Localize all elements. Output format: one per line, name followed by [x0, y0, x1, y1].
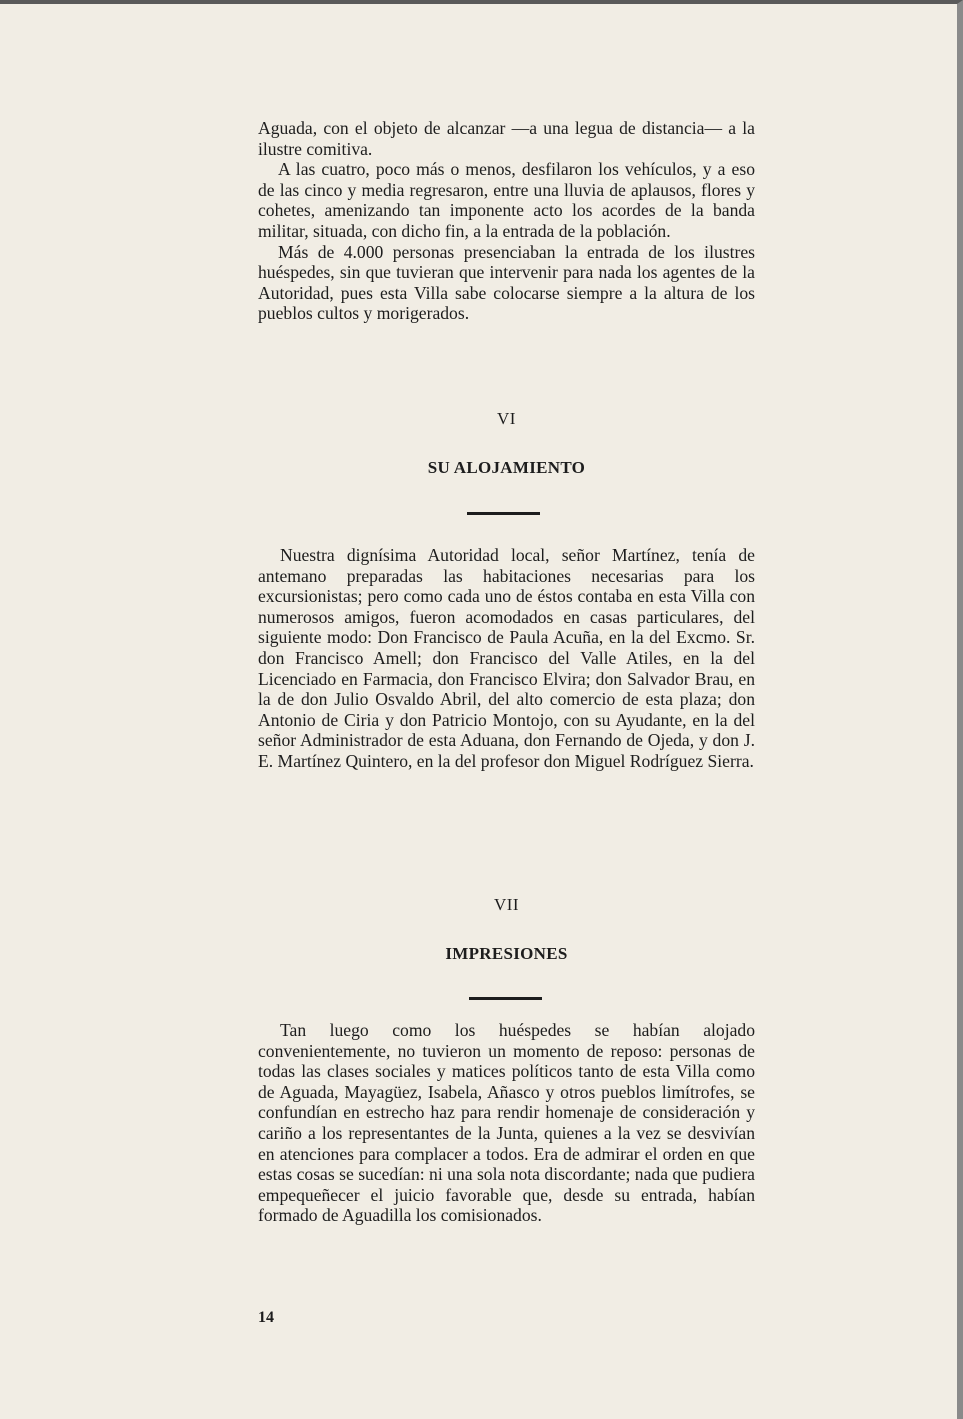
alojamiento-text-block: [258, 545, 755, 772]
alojamiento-paragraph: Nuestra dignísima Autoridad local, señor Martínez, tenía de antemano preparadas las habitaciones necesarias para los excursionistas; pero como cada uno de éstos contaba en esta Villa con numerosos amigos, fueron acomodados en casas particulares, del siguiente modo: Don Francisco de Paula Acuña, en la del Excmo. Sr. don Francisco Amell; don Francisco del Valle Atiles, en la del Licenciado en Farmacia, don Francisco Elvira; don Salvador Brau, en la de don Julio Osvaldo Abril, del alto comercio de esta plaza; don Antonio de Ciria y don Patricio Montojo, con su Ayudante, en la del señor Administrador de esta Aduana, don Fernando de Ojeda, y don J. E. Martínez Quintero, en la del profesor don Miguel Rodríguez Sierra.: [258, 545, 755, 771]
intro-paragraph-crowd: Más de 4.000 personas presenciaban la entrada de los ilustres huéspedes, sin que tuvieran que intervenir para nada los agentes de la Autoridad, pues esta Villa sabe colocarse siempre a la altura de los pueblos cultos y morigerados.: [258, 241, 755, 324]
page-number: 14: [258, 1309, 274, 1326]
section-divider-rule: [469, 997, 542, 1000]
section-heading-impresiones: IMPRESIONES: [445, 944, 568, 963]
intro-text-block: [258, 118, 755, 324]
impresiones-text-block: [258, 1020, 755, 1226]
section-heading-alojamiento: SU ALOJAMIENTO: [427, 458, 586, 477]
section-numeral-vii: VII: [493, 895, 520, 914]
intro-paragraph-continuation: Aguada, con el objeto de alcanzar —a una legua de distancia— a la ilustre comitiva.: [258, 118, 755, 159]
impresiones-paragraph: Tan luego como los huéspedes se habían alojado convenientemente, no tuvieron un momento de reposo: personas de todas las clases sociales y matices políticos tanto de esta Villa como de Aguada, Mayagüez, Isabela, Añasco y otros pueblos limítrofes, se confundían en estrecho haz para rendir homenaje de consideración y cariño a los representantes de la Junta, quienes a la vez se desvivían en atenciones para complacer a todos. Era de admirar el orden en que estas cosas se sucedían: ni una sola nota discordante; nada que pudiera empequeñecer el juicio favorable que, desde su entrada, habían formado de Aguadilla los comisionados.: [258, 1020, 755, 1226]
section-divider-rule: [467, 512, 540, 515]
intro-paragraph-arrival: A las cuatro, poco más o menos, desfilaron los vehículos, y a eso de las cinco y media regresaron, entre una lluvia de aplausos, flores y cohetes, amenizando tan imponente acto los acordes de la banda militar, situada, con dicho fin, a la entrada de la población.: [258, 159, 755, 241]
section-numeral-vi: VI: [497, 409, 516, 428]
